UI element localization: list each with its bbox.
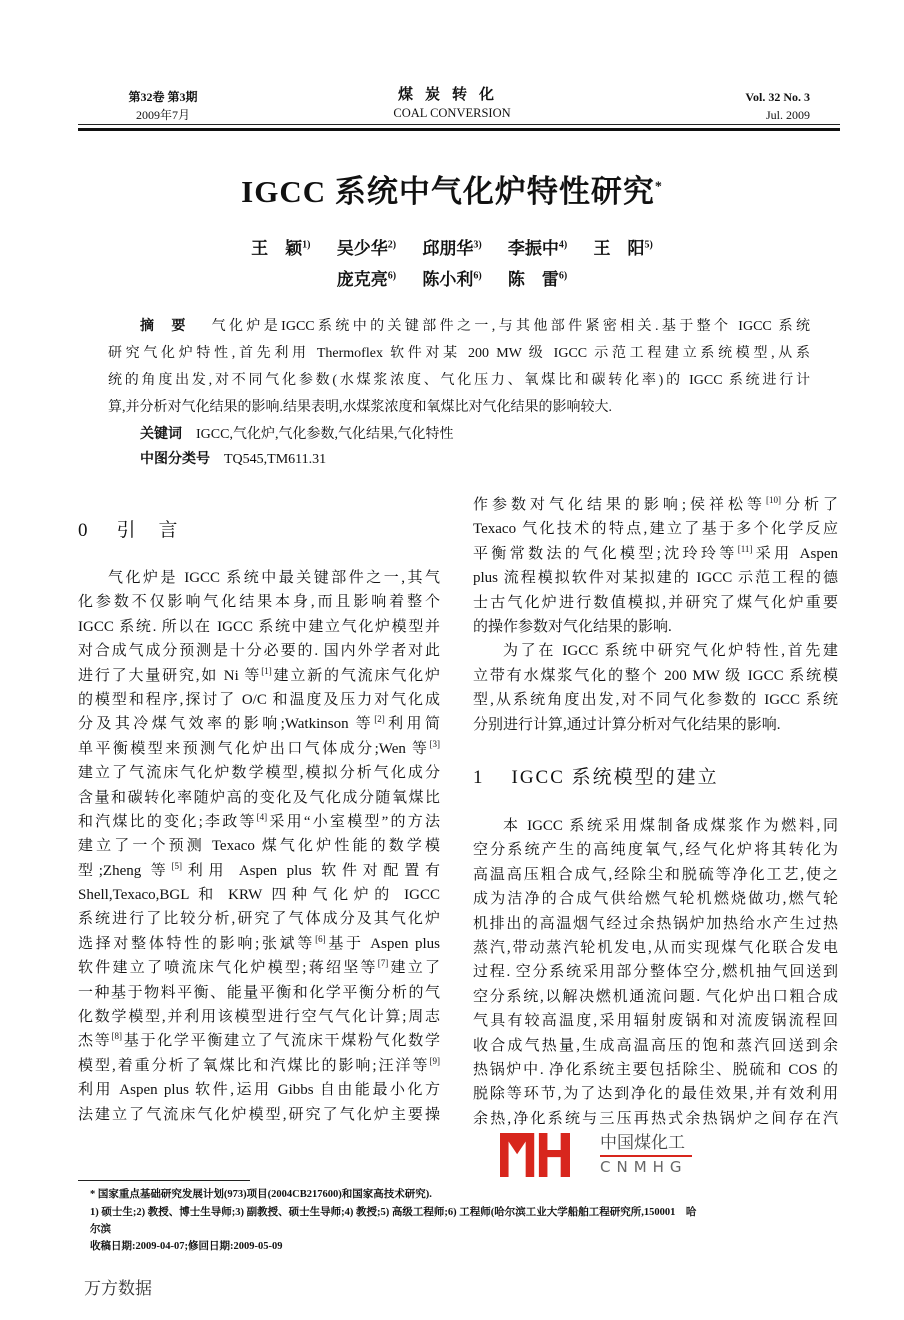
section-title: 引 言 (116, 520, 180, 541)
author (508, 239, 567, 258)
author-affiliation-mark: 6) (387, 270, 397, 282)
text-line: 脱除等环节,为了达到净化的最佳效果,并有效利用 (473, 1086, 838, 1103)
watermark-text-cn: 中国煤化工 (600, 1133, 685, 1153)
author-affiliation-mark: 3) (473, 239, 482, 251)
author-affiliation-mark: 5) (644, 239, 653, 251)
watermark-text-en: CNMHG (600, 1158, 688, 1176)
author-name: 邱朋华 (422, 239, 474, 258)
text-line: 模型,着重分析了氧煤比和汽煤比的影响;汪洋等[9] (78, 1055, 440, 1074)
footnote-affiliations-cont: 尔滨 (90, 1224, 111, 1235)
author-name: 陈小利 (422, 270, 474, 289)
author (508, 270, 567, 289)
text-line: 的操作参数对气化结果的影响. (473, 618, 672, 635)
text-line: Texaco 气化技术的特点,建立了基于多个化学反应 (473, 521, 838, 538)
text-line: 含量和碳转化率随炉高的变化及气化成分随氧煤比 (78, 789, 440, 806)
author-affiliation-mark: 1) (302, 239, 311, 251)
text-line: 进行了大量研究,如 Ni 等[1]建立新的气流床气化炉 (78, 665, 440, 684)
citation-ref[interactable]: [6] (315, 933, 326, 944)
keywords (140, 423, 453, 443)
footnote-rule (78, 1180, 250, 1181)
footnote-affiliations: 1) 硕士生;2) 教授、博士生导师;3) 副教授、硕士生导师;4) 教授;5) 高级工程师;6) 工程师(哈尔滨工业大学船舶工程研究所,150001 哈 (90, 1207, 697, 1218)
author-name: 庞克亮 (336, 270, 388, 289)
text-line: 机排出的高温烟气经过余热锅炉加热给水产生过热 (473, 915, 838, 932)
text-line: 气具有较高温度,采用辐射废锅和对流废锅流程回 (473, 1013, 838, 1030)
text-line: 单平衡模型来预测气化炉出口气体成分;Wen 等[3] (78, 738, 440, 757)
author-affiliation-mark: 6) (558, 270, 568, 282)
author (337, 270, 396, 289)
text-line: 软件建立了喷流床气化炉模型;蒋绍坚等[7]建立了 (78, 958, 440, 977)
journal-issue-cn (108, 88, 218, 124)
abstract-line: 统的角度出发,对不同气化参数(水煤浆浓度、气化压力、氧煤比和碳转化率)的 IGCC 系统进行计 (108, 373, 810, 388)
author (251, 239, 310, 258)
text-line: 分别进行计算,通过计算分析对气化结果的影响. (473, 716, 781, 733)
author (594, 239, 653, 258)
abstract-line (140, 318, 810, 336)
section-number: 1 (473, 767, 485, 788)
text-line: 收合成气热量,生成高温高压的饱和蒸汽回送到余 (473, 1037, 838, 1054)
date-cn: 2009年7月 (135, 108, 190, 122)
text-line: 杰等[8]基于化学平衡建立了气流床干煤粉气化数学 (78, 1031, 440, 1050)
text-line: 化数学模型,并利用该模型进行空气气化计算;周志 (78, 1009, 440, 1026)
volume-issue-en: Vol. 32 No. 3 (745, 90, 810, 104)
citation-ref[interactable]: [11] (737, 543, 753, 554)
funding-text-end: ). (425, 1189, 432, 1200)
citation-ref[interactable]: [8] (111, 1031, 122, 1042)
text-line: 立带有水煤浆气化的整个 200 MW 级 IGCC 系统模 (473, 667, 838, 684)
journal-name (352, 86, 552, 122)
header-rule-thin (78, 124, 840, 125)
journal-name-en: COAL CONVERSION (393, 106, 511, 120)
text-line: 分及其冷煤气效率的影响;Watkinson 等[2]利用简 (78, 714, 440, 733)
text-line: 建立了一个预测 Texaco 煤气化炉性能的数学模 (78, 838, 440, 855)
text-line: 热锅炉中. 净化系统主要包括除尘、脱硫和 COS 的 (473, 1061, 838, 1078)
text-line: 成为洁净的合成气供给燃气轮机燃烧做功,燃气轮 (473, 891, 838, 908)
source-mark: 万方数据 (84, 1279, 152, 1299)
text-line: 平衡常数法的气化模型;沈玲玲等[11]采用 Aspen (473, 543, 839, 562)
text-line: 型;Zheng 等[5]利用 Aspen plus 软件对配置有 (78, 860, 440, 879)
text-line: 型,从系统角度出发,对不同气化参数的 IGCC 系统 (473, 692, 838, 709)
text-line: 的模型和程序,探讨了 O/C 和温度及压力对气化成 (78, 691, 440, 708)
text-line: IGCC 系统. 所以在 IGCC 系统中建立气化炉模型并 (78, 618, 440, 635)
text-line: 法建立了气流床气化炉模型,研究了气化炉主要操 (78, 1106, 440, 1123)
author-name: 王 颖 (251, 239, 303, 258)
author-name: 陈 雷 (507, 270, 559, 289)
text-line: 化参数不仅影响气化结果本身,而且影响着整个 (78, 594, 440, 611)
text-line: 士古气化炉进行数值模拟,并研究了煤气化炉重要 (473, 594, 838, 611)
text-line: 空分系统产生的高纯度氧气,经气化炉将其转化为 (473, 842, 838, 859)
citation-ref[interactable]: [3] (429, 738, 440, 749)
text-line: 空分系统,以解决燃机通流问题. 气化炉出口粗合成 (473, 988, 838, 1005)
watermark-underline (600, 1155, 692, 1157)
abstract-label: 摘要 (140, 319, 203, 334)
text-line: 过程. 空分系统采用部分整体空分,燃机抽气回送到 (473, 964, 838, 981)
citation-ref[interactable]: [7] (377, 958, 389, 969)
footnote-funding (90, 1186, 432, 1203)
text-line: 为了在 IGCC 系统中研究气化炉特性,首先建 (503, 643, 838, 660)
header-rule-thick (78, 128, 840, 131)
text-line: plus 流程模拟软件对某拟建的 IGCC 示范工程的德 (473, 570, 838, 587)
title-footnote-mark: * (654, 179, 663, 195)
text-line: 和汽煤比的变化;李政等[4]采用“小室模型”的方法 (78, 811, 440, 830)
journal-issue-en (700, 88, 810, 124)
citation-ref[interactable]: [9] (429, 1055, 440, 1066)
right-column-bottom (473, 814, 838, 1131)
keywords-label: 关键词 (140, 427, 182, 442)
text-line: 建立了气流床气化炉数学模型,模拟分析气化成分 (78, 765, 440, 782)
paper-title (0, 166, 904, 211)
text-line: 利用 Aspen plus 软件,运用 Gibbs 自由能最小化方 (78, 1082, 440, 1099)
keywords-value: IGCC,气化炉,气化参数,气化结果,气化特性 (196, 427, 454, 442)
section-number: 0 (78, 520, 90, 541)
watermark-logo-icon (500, 1133, 570, 1177)
funding-text: * 国家重点基础研究发展计划(973)项目(2004CB217600)和国家高技术研究 (90, 1189, 426, 1200)
abstract-line: 算,并分析对气化结果的影响.结果表明,水煤浆浓度和氧煤比对气化结果的影响较大. (108, 400, 612, 415)
abstract-text: 气化炉是IGCC系统中的关键部件之一,与其他部件紧密相关.基于整个 IGCC 系统 (211, 319, 811, 334)
author-name: 王 阳 (593, 239, 645, 258)
text-line: 蒸汽,带动蒸汽轮机发电,从而实现煤气化联合发电 (473, 939, 838, 956)
citation-ref[interactable]: [4] (256, 811, 268, 822)
clc-value: TQ545,TM611.31 (224, 452, 327, 467)
footnote-dates: 收稿日期:2009-04-07;修回日期:2009-05-09 (90, 1241, 283, 1252)
text-line: 本 IGCC 系统采用煤制备成煤浆作为燃料,同 (503, 818, 838, 834)
citation-ref[interactable]: [10] (766, 495, 782, 505)
clc-label: 中图分类号 (140, 452, 210, 467)
author-affiliation-mark: 2) (387, 239, 397, 251)
citation-ref[interactable]: [1] (261, 665, 272, 676)
text-line: 作参数对气化结果的影响;侯祥松等[10]分析了 (473, 495, 838, 513)
volume-issue: 第32卷 第3期 (128, 90, 198, 104)
authors-row-2 (0, 265, 904, 290)
right-column-top (473, 493, 838, 737)
author-name: 吴少华 (336, 239, 388, 258)
section-heading-0 (78, 515, 180, 542)
text-line: Shell,Texaco,BGL 和 KRW 四种气化炉的 IGCC (78, 887, 440, 904)
citation-ref[interactable]: [5] (171, 860, 183, 871)
journal-name-cn: 煤炭转化 (397, 87, 506, 103)
author-name: 李振中 (507, 239, 559, 258)
text-line: 高温高压粗合成气,经除尘和脱硫等净化工艺,使之 (473, 866, 838, 883)
text-line: 对合成气成分预测是十分必要的. 国内外学者对此 (78, 643, 440, 660)
authors-row-1 (0, 234, 904, 259)
text-line: 系统进行了比较分析,研究了气体成分及其气化炉 (78, 911, 440, 928)
left-column (78, 566, 440, 1127)
author-affiliation-mark: 6) (473, 270, 482, 282)
author (422, 270, 481, 289)
section-title: IGCC 系统模型的建立 (511, 767, 719, 788)
citation-ref[interactable]: [2] (374, 714, 385, 725)
date-en: Jul. 2009 (765, 108, 810, 122)
author-affiliation-mark: 4) (558, 239, 568, 251)
text-line: 气化炉是 IGCC 系统中最关键部件之一,其气 (108, 570, 440, 586)
text-line: 选择对整体特性的影响;张斌等[6]基于 Aspen plus (78, 933, 440, 952)
author (337, 239, 396, 258)
text-line: 余热,净化系统与三压再热式余热锅炉之间存在汽 (473, 1110, 838, 1127)
section-heading-1 (473, 762, 719, 789)
paper-title-text: IGCC 系统中气化炉特性研究 (241, 174, 655, 209)
abstract-line: 研究气化炉特性,首先利用 Thermoflex 软件对某 200 MW 级 IGCC 示范工程建立系统模型,从系 (108, 346, 810, 361)
author (422, 239, 481, 258)
text-line: 一种基于物料平衡、能量平衡和化学平衡分析的气 (78, 984, 440, 1001)
clc-number (140, 448, 326, 468)
